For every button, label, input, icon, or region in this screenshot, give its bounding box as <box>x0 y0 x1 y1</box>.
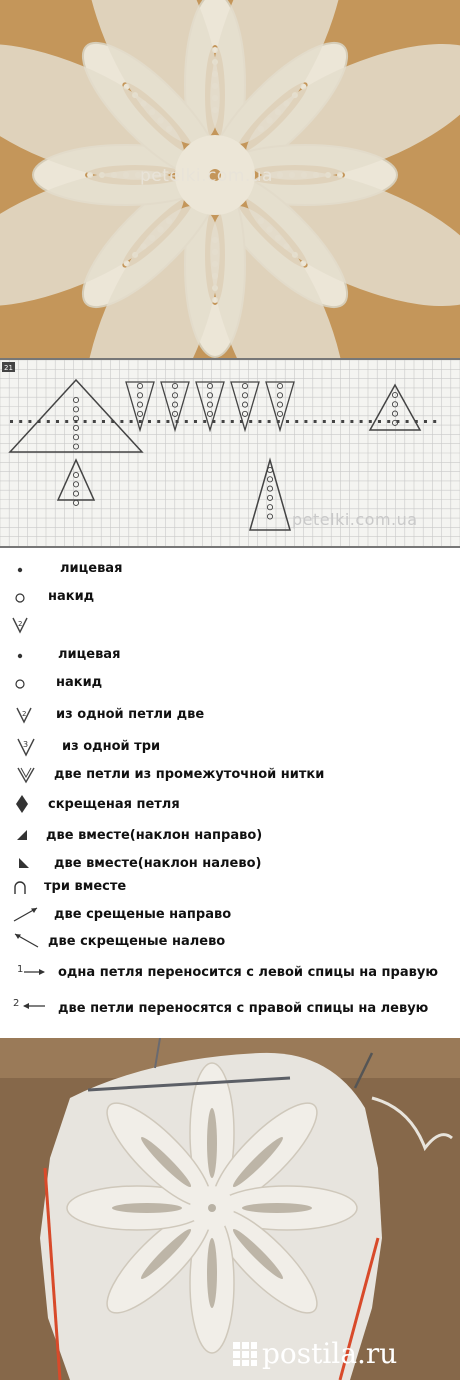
legend-row <box>0 586 460 612</box>
arrow-right-1-icon <box>16 960 48 984</box>
arrow-number: 2 <box>13 998 20 1009</box>
three-together-arch-icon <box>8 876 32 900</box>
legend-text: лицевая <box>58 647 121 662</box>
legend-text: две вместе(наклон налево) <box>54 856 262 871</box>
legend-text: накид <box>56 675 103 690</box>
watermark-top: petelki.com.ua <box>140 166 273 186</box>
legend-text: две скрещеные налево <box>48 934 226 949</box>
arrow-up-left-icon <box>10 928 42 952</box>
legend-text: одна петля переносится с левой спицы на правую <box>58 965 438 980</box>
legend-row <box>0 644 460 670</box>
svg-text:2: 2 <box>18 620 23 628</box>
legend-row <box>0 762 460 788</box>
two-from-strand-icon <box>14 762 38 786</box>
knitting-chart <box>0 358 460 548</box>
knit-dot-icon <box>8 644 32 668</box>
left-decrease-triangle-icon <box>12 850 36 874</box>
twisted-stitch-diamond-icon <box>10 792 34 816</box>
knit-dot-icon <box>8 558 32 582</box>
legend-row <box>0 850 460 876</box>
legend-row <box>0 994 460 1020</box>
legend-text: накид <box>48 589 95 604</box>
yarn-over-circle-icon <box>8 672 32 696</box>
postila-logo <box>232 1334 457 1374</box>
yarn-over-circle-icon <box>8 586 32 610</box>
right-decrease-triangle-icon <box>10 822 34 846</box>
legend-text: лицевая <box>60 561 123 576</box>
arrow-number: 1 <box>17 964 24 975</box>
arrow-left-2-icon <box>12 994 48 1018</box>
legend-text: две вместе(наклон направо) <box>46 828 263 843</box>
svg-text:3: 3 <box>23 740 29 749</box>
legend-row <box>0 960 460 986</box>
arrow-up-right-icon <box>10 902 42 926</box>
chart-row-number: 21 <box>4 364 13 372</box>
knitted-piece-image <box>0 1038 460 1380</box>
legend-row <box>0 702 460 728</box>
legend-row <box>0 558 460 584</box>
legend-row <box>0 612 460 638</box>
increase-two-from-one-icon <box>12 702 36 726</box>
legend-row <box>0 792 460 818</box>
legend-row <box>0 928 460 954</box>
watermark-chart: petelki.com.ua <box>292 510 418 529</box>
lace-photo-top <box>0 0 460 358</box>
svg-text:2: 2 <box>22 710 27 718</box>
knitting-photo-bottom <box>0 1038 460 1380</box>
increase-two-from-one-icon <box>8 612 32 636</box>
legend-text: две петли переносятся с правой спицы на левую <box>58 1001 429 1016</box>
legend-row <box>0 822 460 848</box>
grid-logo-icon <box>232 1341 258 1367</box>
legend-text: из одной петли две <box>56 707 205 722</box>
legend-row <box>0 876 460 902</box>
legend-text: две срещеные направо <box>54 907 232 922</box>
legend-row <box>0 672 460 698</box>
legend-row <box>0 902 460 928</box>
legend-text: скрещеная петля <box>48 797 180 812</box>
symbol-legend <box>0 548 460 1038</box>
legend-text: две петли из промежуточной нитки <box>54 767 325 782</box>
increase-three-from-one-icon <box>14 734 38 758</box>
legend-text: из одной три <box>62 739 161 754</box>
legend-row <box>0 734 460 760</box>
legend-text: три вместе <box>44 879 127 894</box>
logo-text: postila.ru <box>262 1337 398 1370</box>
